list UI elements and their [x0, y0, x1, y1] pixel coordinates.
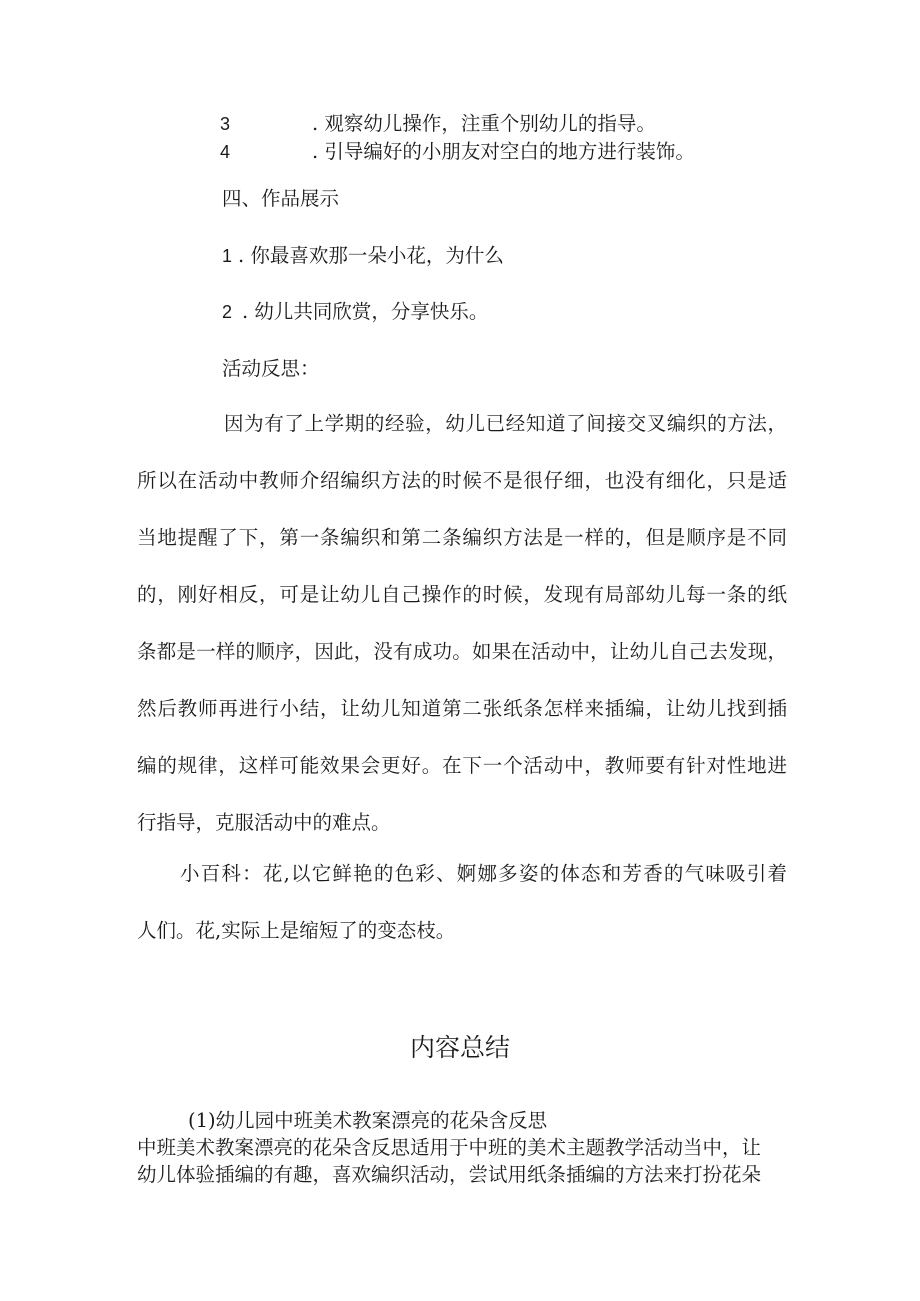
paragraph-line: 行指导，克服活动中的难点。	[137, 811, 391, 834]
summary-line: 中班美术教案漂亮的花朵含反思适用于中班的美术主题教学活动当中，让	[137, 1136, 762, 1159]
paragraph-line: 因为有了上学期的经验，幼儿已经知道了间接交叉编织的方法，	[224, 412, 787, 435]
paragraph-line: 然后教师再进行小结，让幼儿知道第二张纸条怎样来插编，让幼儿找到插	[137, 697, 787, 720]
paragraph-line: 编的规律，这样可能效果会更好。在下一个活动中，教师要有针对性地进	[137, 754, 787, 777]
paragraph-line: 所以在活动中教师介绍编织方法的时候不是很仔细，也没有细化，只是适	[137, 469, 787, 492]
item-text: . 你最喜欢那一朵小花，为什么	[238, 244, 504, 267]
step-number: 4	[220, 142, 231, 162]
paragraph-line: 小百科：花,以它鲜艳的色彩、婀娜多姿的体态和芳香的气味吸引着	[180, 862, 787, 885]
paragraph-line: 当地提醒了下，第一条编织和第二条编织方法是一样的，但是顺序是不同	[137, 526, 787, 549]
item-number: 1	[222, 246, 233, 266]
paragraph-line: 条都是一样的顺序，因此，没有成功。如果在活动中，让幼儿自己去发现，	[137, 640, 787, 663]
summary-item: (1)幼儿园中班美术教案漂亮的花朵含反思	[188, 1109, 548, 1132]
step-text: . 引导编好的小朋友对空白的地方进行装饰。	[312, 140, 695, 163]
summary-block	[137, 1107, 787, 1188]
summary-line: 幼儿体验插编的有趣，喜欢编织活动，尝试用纸条插编的方法来打扮花朵	[137, 1163, 762, 1186]
reflection-heading: 活动反思：	[222, 357, 320, 380]
step-number: 3	[220, 114, 231, 134]
section-heading: 四、作品展示	[222, 187, 340, 210]
paragraph-line: 的，刚好相反，可是让幼儿自己操作的时候，发现有局部幼儿每一条的纸	[137, 583, 787, 606]
paragraph-line: 人们。花,实际上是缩短了的变态枝。	[137, 919, 456, 942]
show-item-1	[222, 244, 504, 268]
show-item-2	[222, 300, 488, 324]
item-text: . 幼儿共同欣赏，分享快乐。	[242, 300, 489, 323]
summary-title: 内容总结	[409, 1033, 510, 1062]
step-text: . 观察幼儿操作，注重个别幼儿的指导。	[312, 112, 656, 135]
encyclopedia-paragraph	[137, 845, 787, 959]
reflection-paragraph	[137, 395, 787, 851]
item-number: 2	[222, 302, 233, 322]
